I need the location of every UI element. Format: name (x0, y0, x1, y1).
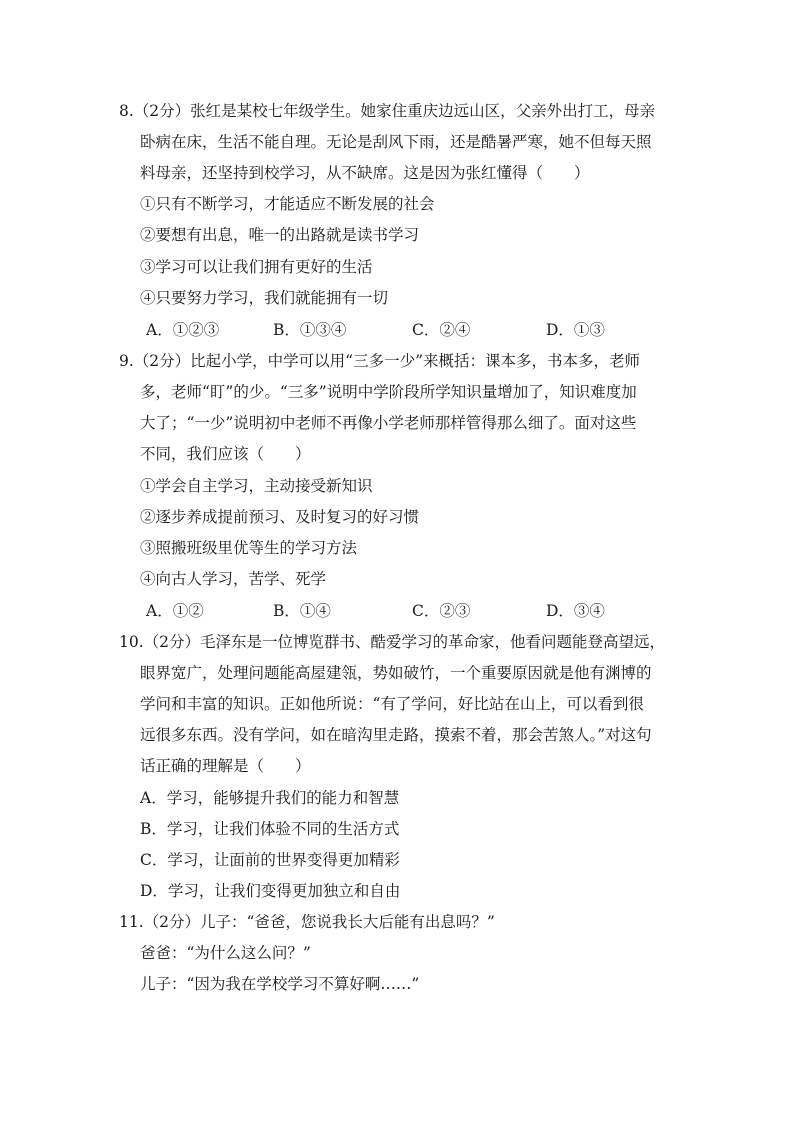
question-8-option-b: B．①③④ (273, 321, 347, 339)
question-10-choice-d: D．学习，让我们变得更加独立和自由 (140, 882, 401, 900)
question-9-statement-1: ①学会自主学习，主动接受新知识 (140, 477, 373, 495)
question-9-line-2: 多，老师“盯”的少。“三多”说明中学阶段所学知识量增加了，知识难度加 (140, 383, 637, 401)
question-9-line-4: 不同，我们应该（ ） (140, 445, 311, 463)
question-10-line-4: 远很多东西。没有学问，如在暗沟里走路，摸索不着，那会苦煞人。”对这句 (140, 726, 652, 744)
question-9-option-a: A．①② (146, 602, 204, 620)
question-8-statement-4: ④只要努力学习，我们就能拥有一切 (140, 289, 389, 307)
question-10-line-1: 10.（2分）毛泽东是一位博览群书、酷爱学习的革命家，他看问题能登高望远， (119, 633, 666, 651)
question-8-statement-3: ③学习可以让我们拥有更好的生活 (140, 258, 373, 276)
question-10-line-2: 眼界宽广，处理问题能高屋建瓴，势如破竹，一个重要原因就是他有渊博的 (140, 664, 652, 682)
question-9-option-c: C．②③ (412, 602, 471, 620)
question-9-line-1: 9.（2分）比起小学，中学可以用“三多一少”来概括：课本多，书本多，老师 (119, 352, 641, 370)
question-10-line-5: 话正确的理解是（ ） (140, 757, 311, 775)
question-8-line-3: 料母亲，还坚持到校学习，从不缺席。这是因为张红懂得（ ） (140, 164, 590, 182)
question-10-line-3: 学问和丰富的知识。正如他所说：“有了学问，好比站在山上，可以看到很 (140, 695, 644, 713)
question-9-statement-2: ②逐步养成提前预习、及时复习的好习惯 (140, 508, 420, 526)
question-8-statement-2: ②要想有出息，唯一的出路就是读书学习 (140, 226, 420, 244)
question-8-option-d: D．①③ (546, 321, 605, 339)
question-9-statement-3: ③照搬班级里优等生的学习方法 (140, 539, 358, 557)
question-8-option-a: A．①②③ (146, 321, 220, 339)
question-11-line-2: 爸爸：“为什么这么问？” (140, 944, 311, 962)
question-10-choice-c: C．学习，让面前的世界变得更加精彩 (140, 851, 400, 869)
question-8-option-c: C．②④ (412, 321, 471, 339)
question-8-line-1: 8.（2分）张红是某校七年级学生。她家住重庆边远山区，父亲外出打工，母亲 (119, 102, 656, 120)
question-8-statement-1: ①只有不断学习，才能适应不断发展的社会 (140, 195, 435, 213)
question-10-choice-a: A．学习，能够提升我们的能力和智慧 (140, 789, 400, 807)
question-9-statement-4: ④向古人学习，苦学、死学 (140, 570, 327, 588)
question-9-option-b: B．①④ (273, 602, 331, 620)
question-11-line-1: 11.（2分）儿子：“爸爸，您说我长大后能有出息吗？” (119, 913, 495, 931)
question-9-line-3: 大了；“一少”说明初中老师不再像小学老师那样管得那么细了。面对这些 (140, 414, 637, 432)
question-11-line-3: 儿子：“因为我在学校学习不算好啊……” (140, 975, 420, 993)
question-10-choice-b: B．学习，让我们体验不同的生活方式 (140, 820, 400, 838)
question-8-line-2: 卧病在床，生活不能自理。无论是刮风下雨，还是酷暑严寒，她不但每天照 (140, 133, 652, 151)
question-9-option-d: D．③④ (546, 602, 605, 620)
